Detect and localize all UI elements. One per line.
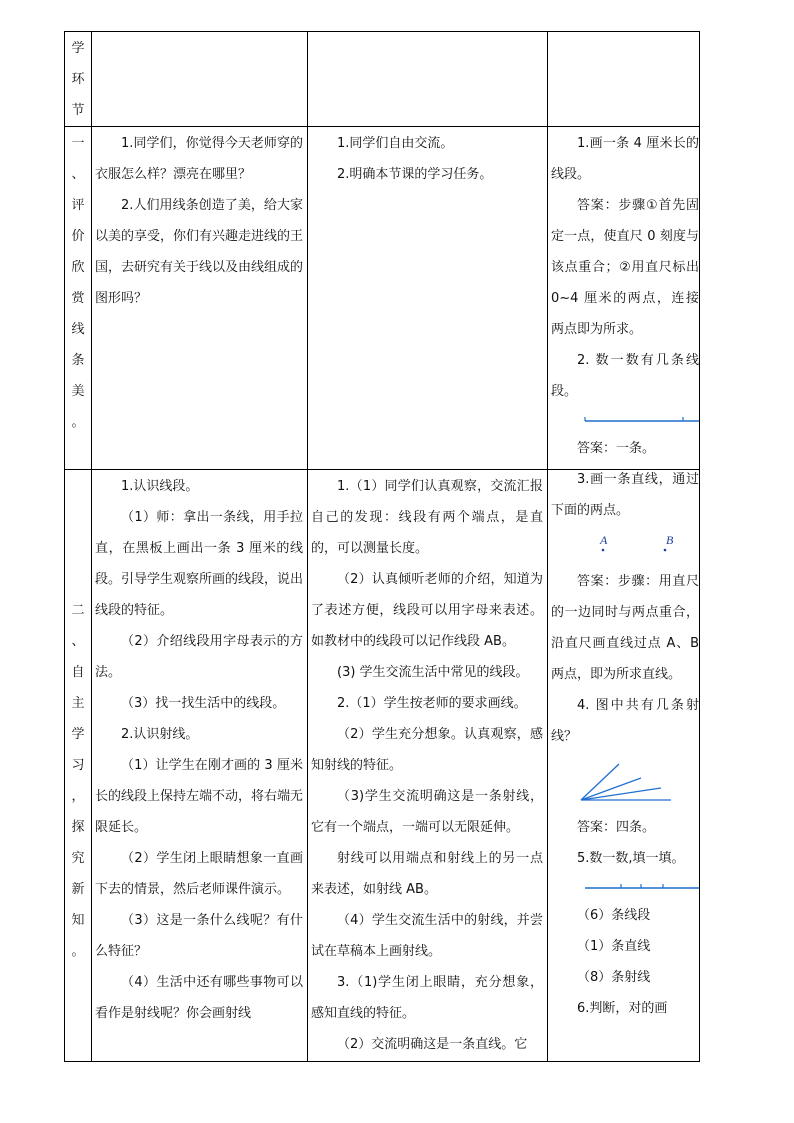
- header-stage-label: 学 环 节: [71, 41, 85, 118]
- paragraph: 1.同学们，你觉得今天老师穿的衣服怎么样？漂亮在哪里？: [95, 136, 303, 182]
- lesson-plan-table: [64, 31, 700, 1062]
- paragraph: （2）学生闭上眼睛想象一直画下去的情景，然后老师课件演示。: [95, 851, 303, 897]
- paragraph: （1）师：拿出一条线，用手拉直，在黑板上画出一条 3 厘米的线段。引导学生观察所画的线段，说出线段的特征。: [95, 510, 303, 618]
- paragraph: 1.认识线段。: [121, 479, 199, 494]
- paragraph: （2）介绍线段用字母表示的方法。: [95, 634, 303, 680]
- paragraph: 答案：一条。: [577, 441, 656, 456]
- section1-student-activities: [311, 128, 543, 468]
- paragraph: 2.明确本节课的学习任务。: [337, 167, 493, 182]
- paragraph: 射线可以用端点和射线上的另一点来表述，如射线 AB。: [311, 851, 543, 897]
- paragraph: 2.（1）学生按老师的要求画线。: [337, 696, 527, 711]
- paragraph: （8）条射线: [577, 970, 651, 985]
- paragraph: （3）找一找生活中的线段。: [121, 696, 286, 711]
- paragraph: 1.（1）同学们认真观察，交流汇报自己的发现：线段有两个端点，是直的，可以测量长度。: [311, 479, 543, 556]
- paragraph: (3) 学生交流生活中常见的线段。: [337, 665, 529, 680]
- paragraph: 1.同学们自由交流。: [337, 136, 454, 151]
- paragraph: （1）条直线: [577, 939, 651, 954]
- point-b-label: B: [666, 533, 674, 547]
- paragraph: （1）让学生在刚才画的 3 厘米长的线段上保持左端不动，将右端无限延长。: [95, 758, 303, 835]
- paragraph: （6）条线段: [577, 908, 651, 923]
- paragraph: 2.认识射线。: [121, 727, 199, 742]
- paragraph: （3）这是一条什么线呢？有什么特征？: [95, 913, 303, 959]
- paragraph: （4）生活中还有哪些事物可以看作是射线呢？你会画射线: [95, 975, 303, 1021]
- paragraph: 答案：四条。: [577, 820, 656, 835]
- paragraph: （2）交流明确这是一条直线。它: [337, 1037, 528, 1052]
- paragraph: 2. 数一数有几条线段。: [551, 353, 699, 399]
- section2-label: 二 、 自 主 学 习 ， 探 究 新 知 。: [71, 603, 85, 959]
- paragraph: 3.（1)学生闭上眼睛，充分想象，感知直线的特征。: [311, 975, 543, 1021]
- exercises-column: [551, 128, 699, 1061]
- line-segment-figure: [551, 413, 699, 427]
- paragraph: （2）认真倾听老师的介绍，知道为了表述方便，线段可以用字母来表述。如教材中的线段可以记作线段 AB。: [311, 572, 543, 649]
- point-a-label: A: [600, 533, 608, 547]
- count-figure: [551, 880, 699, 894]
- paragraph: （4）学生交流生活中的射线，并尝试在草稿本上画射线。: [311, 913, 543, 959]
- paragraph: 3.画一条直线，通过下面的两点。: [551, 472, 699, 518]
- section1-teacher-activities: [95, 128, 303, 468]
- paragraph: 答案：步骤：用直尺的一边同时与两点重合，沿直尺画直线过点 A、B 两点，即为所求直线。: [551, 574, 699, 682]
- section2-student-activities: [311, 471, 543, 1061]
- paragraph: 5.数一数,填一填。: [577, 851, 685, 866]
- paragraph: 1.画一条 4 厘米长的线段。: [551, 136, 699, 182]
- paragraph: 2.人们用线条创造了美，给大家以美的享受，你们有兴趣走进线的王国，去研究有关于线以及由线组成的图形吗？: [95, 198, 303, 306]
- paragraph: （2）学生充分想象。认真观察，感知射线的特征。: [311, 727, 543, 773]
- paragraph: （3)学生交流明确这是一条射线，它有一个端点，一端可以无限延伸。: [311, 789, 543, 835]
- points-ab-figure: [551, 532, 699, 560]
- paragraph: 6.判断，对的画: [577, 1001, 668, 1016]
- section2-teacher-activities: [95, 471, 303, 1061]
- section1-label: 一 、 评 价 欣 赏 线 条 美 。: [71, 136, 85, 430]
- paragraph: 4. 图中共有几条射线？: [551, 698, 699, 744]
- paragraph: 答案：步骤①首先固定一点，使直尺 0 刻度与该点重合；②用直尺标出0~4 厘米的两点，连接两点即为所求。: [551, 198, 699, 337]
- rays-figure: [551, 758, 699, 806]
